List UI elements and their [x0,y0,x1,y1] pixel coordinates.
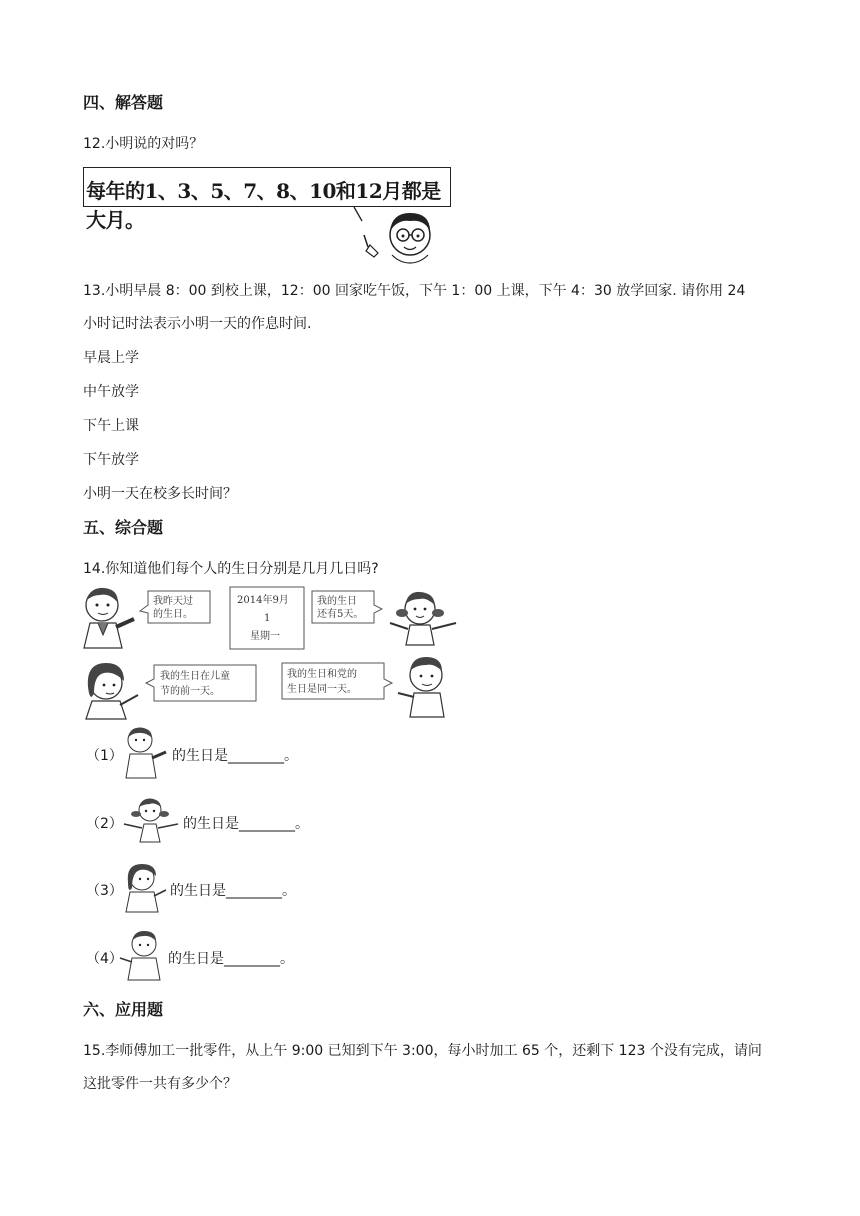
question-13-line1: 13.小明早晨 8：00 到校上课，12：00 回家吃午饭，下午 1：00 上课，下午 4：30 放学回家. 请你用 24 [83,283,746,299]
boy-1-figure [84,588,134,648]
answer-text: 的生日是________。 [168,951,294,967]
boy-2-figure [398,657,444,717]
bubble-girl-1-line1: 我的生日 [317,596,357,607]
answer-number: （4） [86,951,123,967]
schedule-item: 下午上课 [83,418,139,434]
bubble-boy-1-line2: 的生日。 [153,609,193,620]
girl-1-icon [118,794,182,846]
answer-text: 的生日是________。 [183,816,309,832]
section-heading: 四、解答题 [83,93,164,112]
birthday-dialogue-illustration [80,583,462,720]
answer-number: （3） [86,883,123,899]
bubble-girl-2-line1: 我的生日在儿童 [160,671,230,682]
boy-2-icon [118,928,168,982]
statement-text: 每年的1、3、5、7、8、10和12月都是大月。 [86,179,441,232]
girl-2-icon [118,860,170,914]
calendar-month: 2014年9月 [237,595,289,606]
answer-text: 的生日是________。 [172,748,298,764]
schedule-item: 中午放学 [83,384,139,400]
calendar-weekday: 星期一 [250,631,280,642]
question-15-line2: 这批零件一共有多少个？ [83,1076,237,1092]
boy-with-glasses-illustration [340,205,450,267]
bubble-girl-2-line2: 节的前一天。 [160,686,220,697]
bubble-boy-2-line2: 生日是同一天。 [287,684,357,695]
question-15-line1: 15.李师傅加工一批零件，从上午 9:00 已知到下午 3:00，每小时加工 65 个，还剩下 123 个没有完成，请问 [83,1043,762,1059]
girl-1-figure [390,592,456,645]
schedule-item: 下午放学 [83,452,139,468]
question-12: 12.小明说的对吗？ [83,136,204,152]
answer-number: （1） [86,748,123,764]
question-14: 14.你知道他们每个人的生日分别是几月几日吗? [83,561,379,577]
bubble-girl-1-line2: 还有5天。 [317,609,364,620]
girl-2-figure [86,663,138,719]
statement-box [83,167,451,232]
bubble-boy-2-line1: 我的生日和党的 [287,669,357,680]
question-13-line2: 小时记时法表示小明一天的作息时间. [83,316,312,332]
section-heading: 五、综合题 [83,518,164,537]
section-heading: 六、应用题 [83,1000,164,1019]
bubble-boy-1-line1: 我昨天过 [153,596,193,607]
answer-number: （2） [86,816,123,832]
calendar-day: 1 [264,613,271,624]
question-13-final: 小明一天在校多长时间？ [83,486,237,502]
answer-text: 的生日是________。 [170,883,296,899]
schedule-item: 早晨上学 [83,350,139,366]
boy-1-icon [118,724,170,780]
